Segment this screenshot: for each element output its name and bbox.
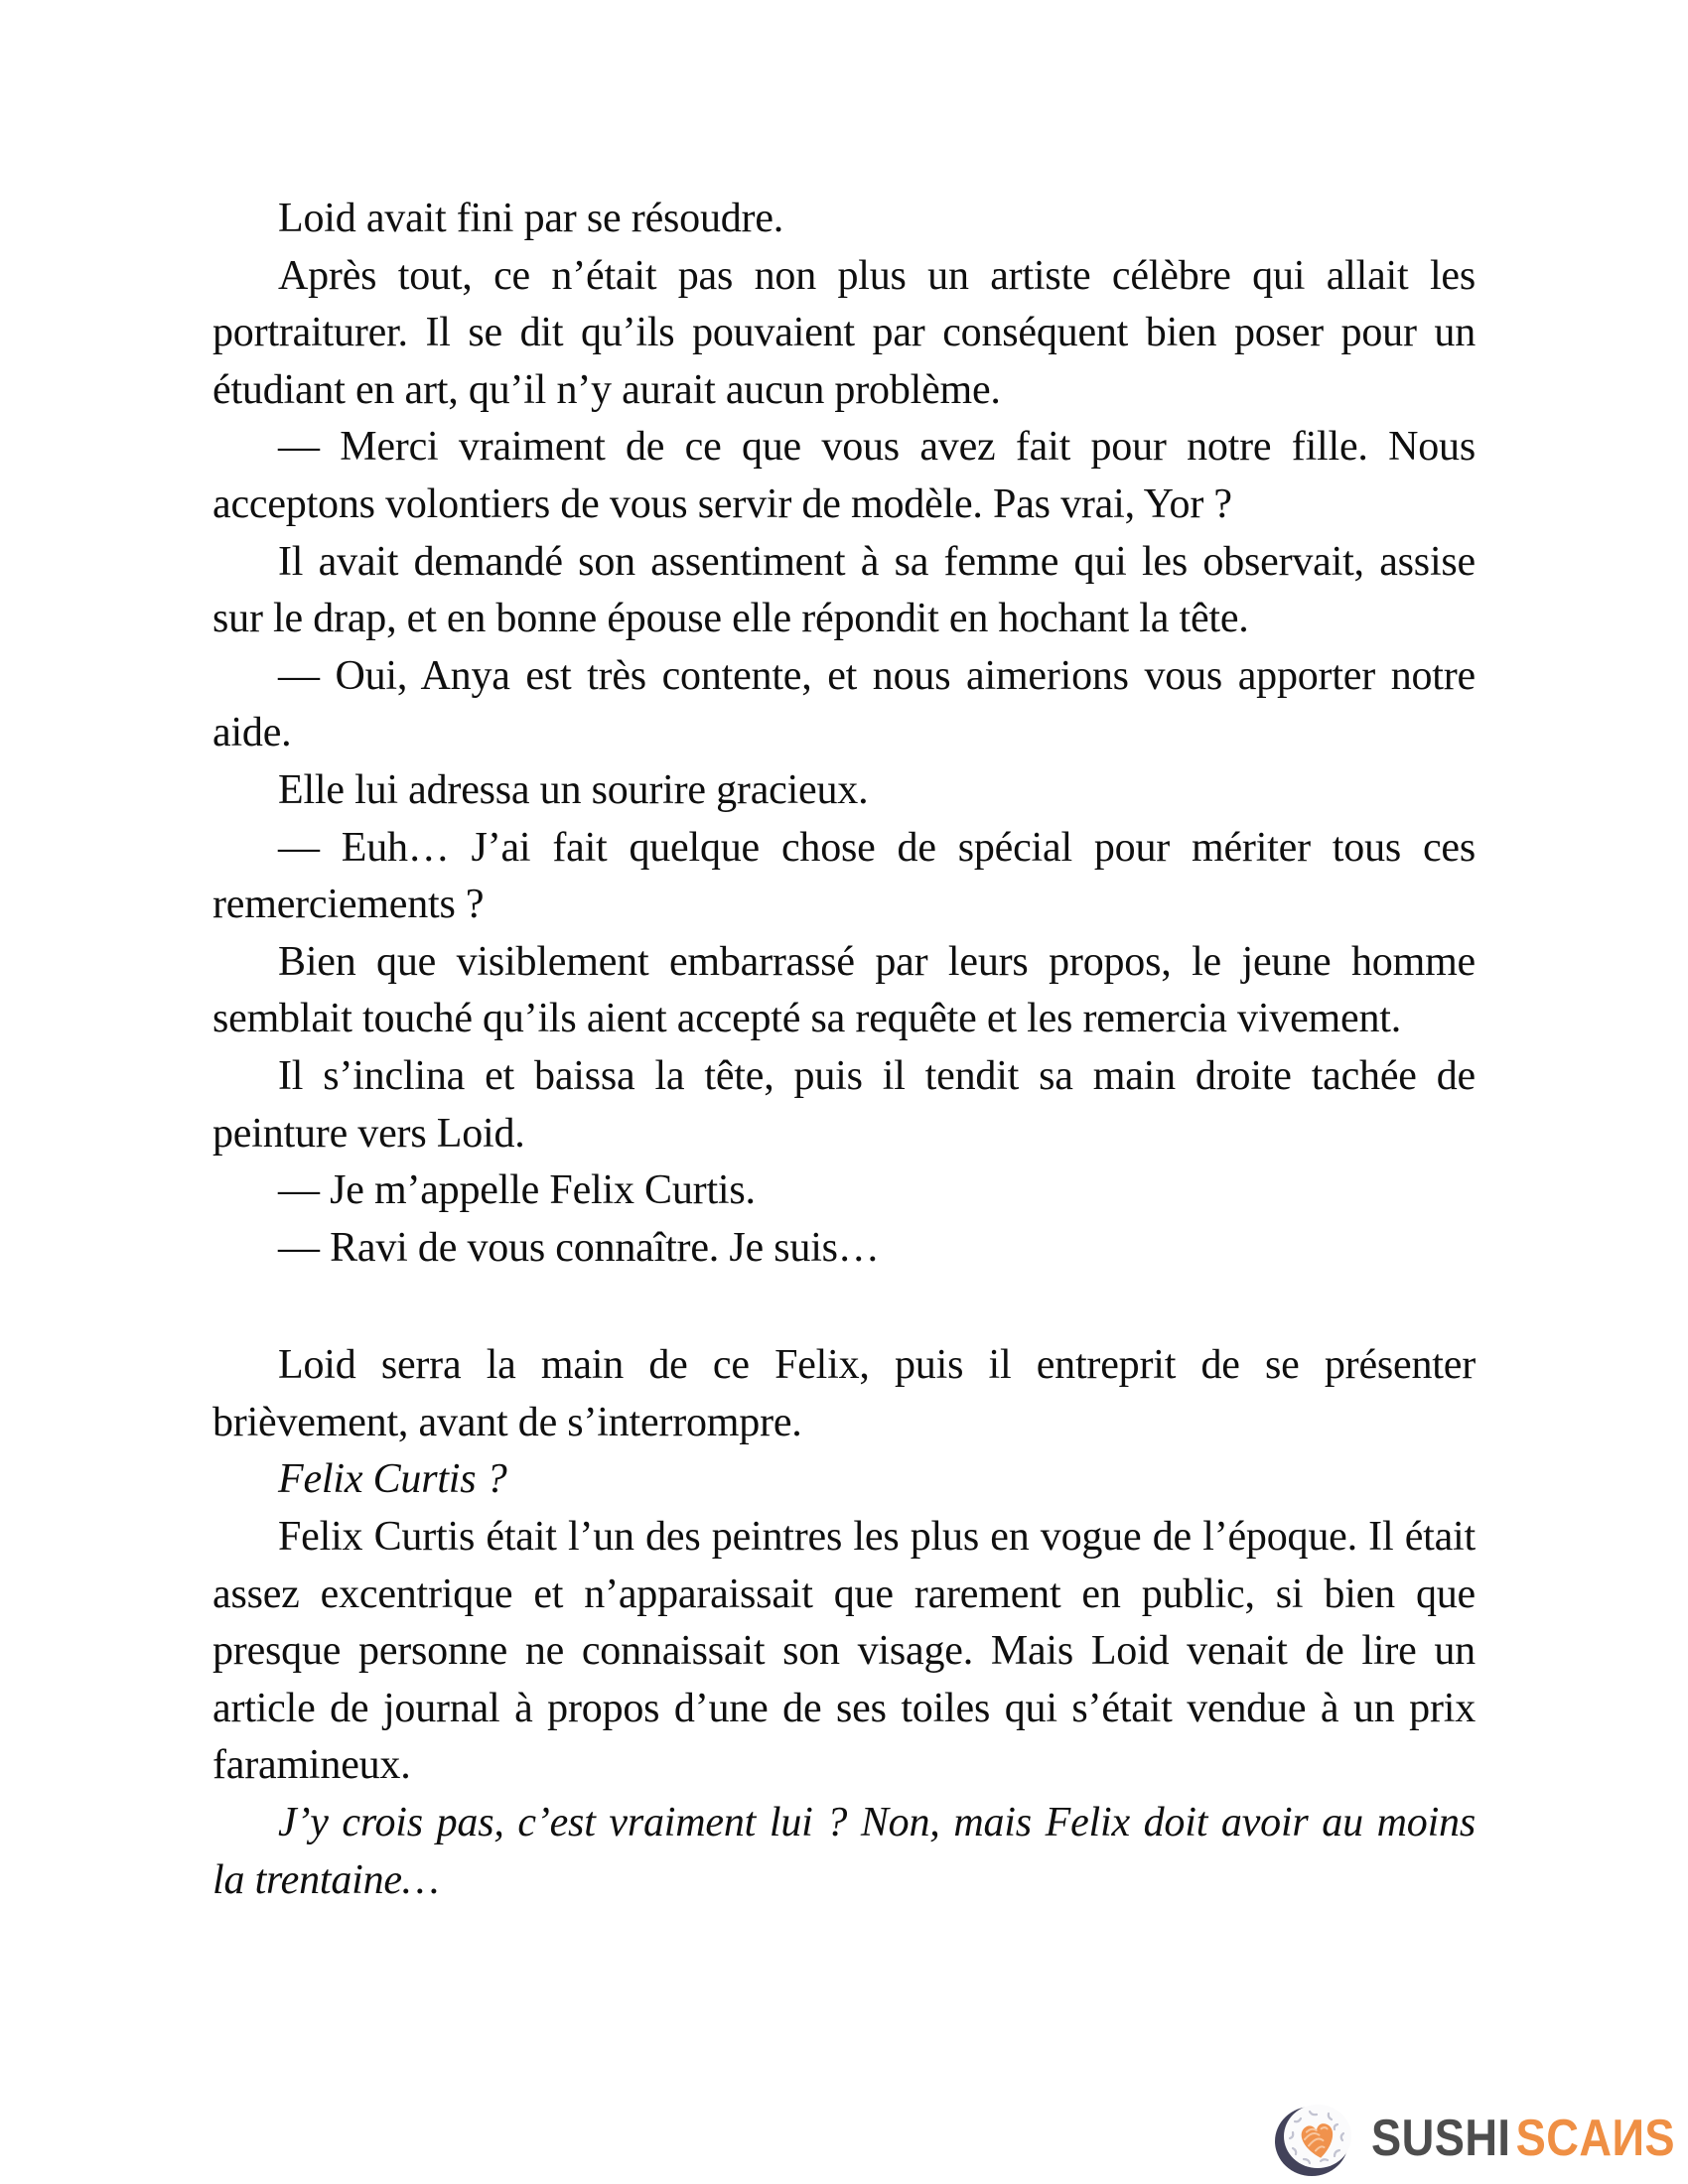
paragraph (212, 534, 1476, 648)
text-line: Loid serra la main de ce Felix, puis il entreprit de se présenter (278, 1342, 1476, 1389)
text-line: Felix Curtis était l’un des peintres les plus en vogue de l’époque. Il était (278, 1514, 1476, 1561)
text-line: semblait touché qu’ils aient accepté sa requête et les remercia vivement. (212, 996, 1402, 1042)
paragraph (212, 248, 1476, 420)
logo-wordmark (1371, 2110, 1676, 2167)
text-line: Il avait demandé son assentiment à sa femme qui les observait, assise (278, 538, 1476, 585)
paragraph (212, 419, 1476, 533)
text-line: — Euh… J’ai fait quelque chose de spécial pour mériter tous ces (278, 824, 1476, 871)
text-line: étudiant en art, qu’il n’y aurait aucun problème. (212, 366, 1001, 413)
text-line: Après tout, ce n’était pas non plus un artiste célèbre qui allait les (278, 252, 1476, 299)
text-line: la trentaine… (212, 1856, 439, 1903)
paragraph (212, 1337, 1476, 1451)
text-line: Bien que visiblement embarrassé par leurs propos, le jeune homme (278, 938, 1476, 985)
text-line: acceptons volontiers de vous servir de modèle. Pas vrai, Yor ? (212, 480, 1232, 527)
text-line: Elle lui adressa un sourire gracieux. (278, 766, 869, 813)
paragraph (212, 762, 1476, 820)
text-line: article de journal à propos d’une de ses toiles qui s’était vendue à un prix (212, 1685, 1476, 1731)
body-text (212, 191, 1476, 1909)
text-line: Felix Curtis ? (278, 1456, 507, 1503)
paragraph (212, 1795, 1476, 1909)
text-line: sur le drap, et en bonne épouse elle répondit en hochant la tête. (212, 596, 1249, 642)
paragraph (212, 648, 1476, 762)
paragraph (212, 1162, 1476, 1220)
text-line: peinture vers Loid. (212, 1110, 525, 1157)
text-line: J’y crois pas, c’est vraiment lui ? Non, mais Felix doit avoir au moins (278, 1800, 1476, 1846)
paragraph (212, 820, 1476, 934)
text-line: portraiturer. Il se dit qu’ils pouvaient par conséquent bien poser pour un (212, 310, 1476, 356)
logo-word-scans: SCAИS (1515, 2110, 1676, 2167)
logo-word-sushi: SUSHI (1371, 2110, 1511, 2167)
text-line: remerciements ? (212, 882, 485, 928)
paragraph (212, 1220, 1476, 1278)
paragraph-break (212, 1277, 1476, 1337)
text-line: — Oui, Anya est très contente, et nous aimerions vous apporter notre (278, 652, 1476, 699)
text-line: brièvement, avant de s’interrompre. (212, 1399, 802, 1445)
paragraph (212, 191, 1476, 248)
text-line: aide. (212, 710, 292, 756)
text-line: presque personne ne connaissait son visage. Mais Loid venait de lire un (212, 1628, 1476, 1675)
text-line: — Merci vraiment de ce que vous avez fait pour notre fille. Nous (278, 424, 1476, 471)
paragraph (212, 1451, 1476, 1509)
text-line: — Ravi de vous connaître. Je suis… (278, 1224, 880, 1271)
text-line: assez excentrique et n’apparaissait que rarement en public, si bien que (212, 1570, 1476, 1617)
paragraph (212, 1509, 1476, 1795)
text-line: Loid avait fini par se résoudre. (278, 196, 784, 241)
sushi-roll-icon (1274, 2101, 1355, 2178)
text-line: faramineux. (212, 1742, 411, 1789)
text-line: Il s’inclina et baissa la tête, puis il tendit sa main droite tachée de (278, 1052, 1476, 1099)
paragraph (212, 934, 1476, 1048)
paragraph (212, 1048, 1476, 1162)
text-line: — Je m’appelle Felix Curtis. (278, 1167, 756, 1214)
